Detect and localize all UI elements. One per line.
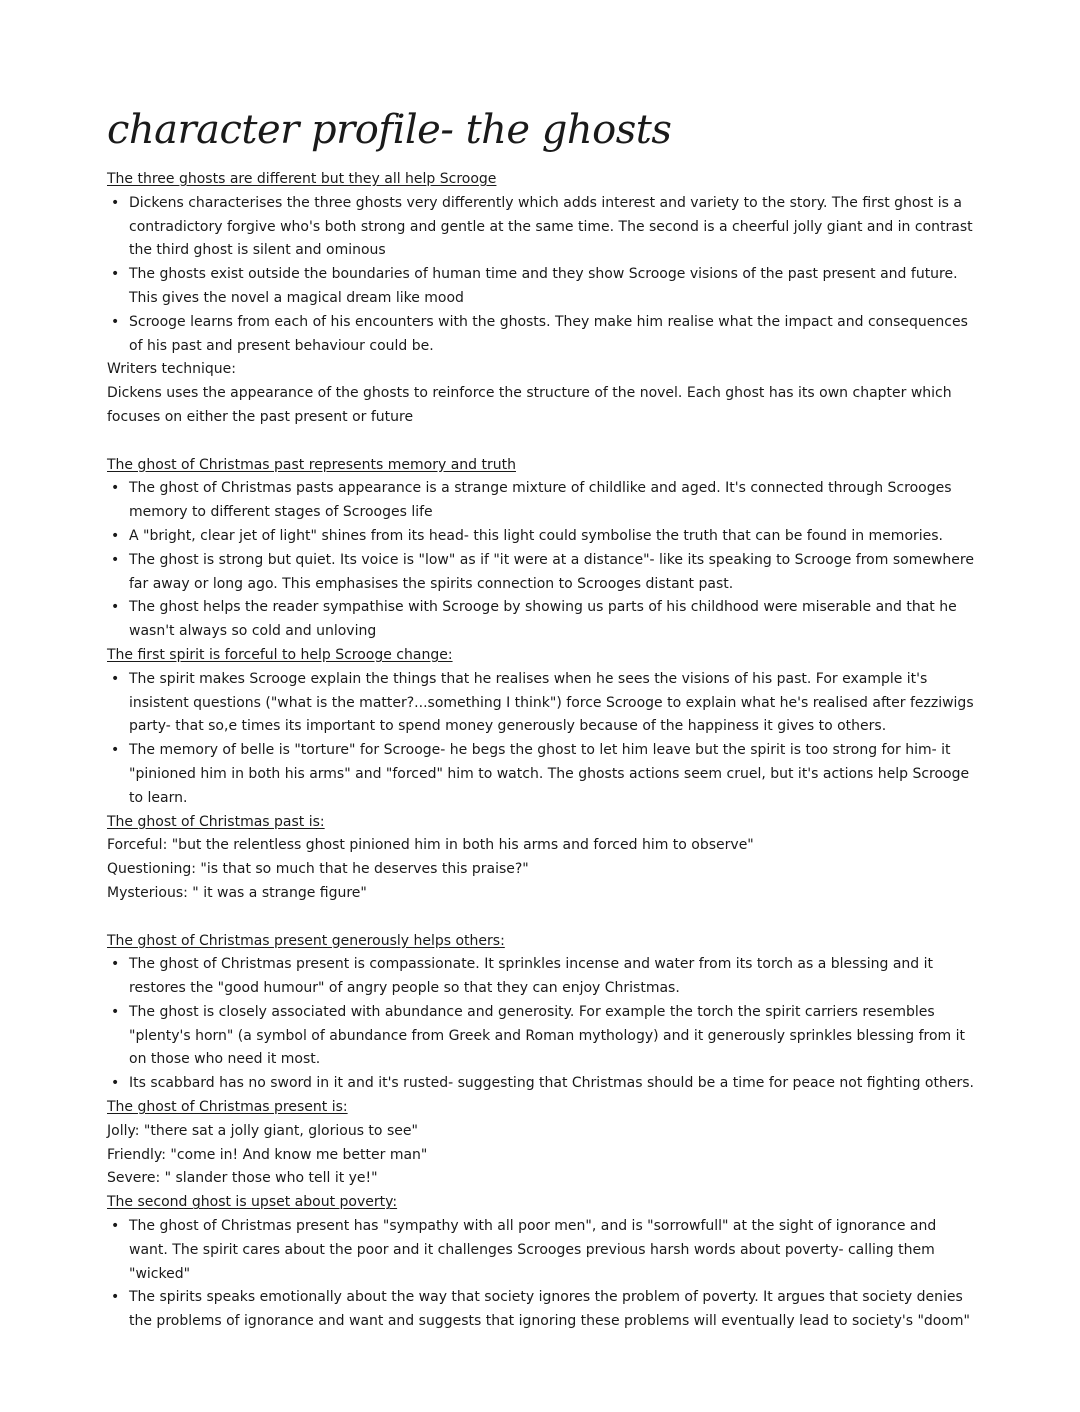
section-heading-poverty: The second ghost is upset about poverty: bbox=[107, 1194, 398, 1211]
bullet-list-three-ghosts bbox=[107, 192, 975, 359]
list-item: • Dickens characterises the three ghosts very differently which adds interest and variety to the story. The first ghost is a contradictory forgive who's both strong and gentle at the same time. The second is a cheerful jolly giant and in contrast the third ghost is silent and ominous bbox=[129, 192, 975, 263]
section-heading-christmas-present: The ghost of Christmas present generously helps others: bbox=[107, 932, 505, 949]
list-item: • The ghost is strong but quiet. Its voice is "low" as if "it were at a distance"- like its speaking to Scrooge from somewhere far away or long ago. This emphasises the spirits connection to Scrooges distant past. bbox=[129, 549, 975, 597]
section-heading-christmas-past: The ghost of Christmas past represents memory and truth bbox=[107, 456, 516, 473]
subheading-past-is: The ghost of Christmas past is: bbox=[107, 813, 325, 830]
quote-line: Questioning: "is that so much that he deserves this praise?" bbox=[107, 861, 529, 878]
bullet-list-first-spirit bbox=[107, 668, 975, 811]
list-item: • Scrooge learns from each of his encounters with the ghosts. They make him realise what the impact and consequences of his past and present behaviour could be. bbox=[129, 311, 975, 359]
list-item: • The ghost of Christmas pasts appearance is a strange mixture of childlike and aged. It's connected through Scrooges memory to different stages of Scrooges life bbox=[129, 477, 975, 525]
subheading-present-is: The ghost of Christmas present is: bbox=[107, 1099, 348, 1116]
list-item: • The ghost helps the reader sympathise with Scrooge by showing us parts of his childhood were miserable and that he wasn't always so cold and unloving bbox=[129, 596, 975, 644]
page-title: character profile- the ghosts bbox=[107, 107, 672, 153]
quote-line: Jolly: "there sat a jolly giant, glorious to see" bbox=[107, 1122, 418, 1139]
quote-line: Mysterious: " it was a strange figure" bbox=[107, 884, 367, 901]
list-item: • The ghosts exist outside the boundaries of human time and they show Scrooge visions of the past present and future. This gives the novel a magical dream like mood bbox=[129, 263, 975, 311]
list-item: • The memory of belle is "torture" for Scrooge- he begs the ghost to let him leave but the spirit is too strong for him- it "pinioned him in both his arms" and "forced" him to watch. The ghosts actions seem cruel, but it's actions help Scrooge to learn. bbox=[129, 739, 975, 810]
bullet-list-christmas-past bbox=[107, 477, 975, 644]
section-heading-first-spirit: The first spirit is forceful to help Scrooge change: bbox=[107, 646, 453, 663]
section-heading-three-ghosts: The three ghosts are different but they all help Scrooge bbox=[107, 171, 497, 187]
quote-line: Severe: " slander those who tell it ye!" bbox=[107, 1170, 378, 1187]
list-item: • The spirits speaks emotionally about the way that society ignores the problem of poverty. It argues that society denies the problems of ignorance and want and suggests that ignoring these problems will eventually lead to society's "doom" bbox=[129, 1286, 975, 1334]
technique-text: Dickens uses the appearance of the ghosts to reinforce the structure of the novel. Each ghost has its own chapter which focuses on either the past present or future bbox=[107, 385, 952, 425]
list-item: • The spirit makes Scrooge explain the things that he realises when he sees the visions of his past. For example it's insistent questions ("what is the matter?...something I think") force Scrooge to explain what he's realised after fezziwigs party- that so,e times its important to spend money generously because of the happiness it gives to others. bbox=[129, 668, 975, 739]
list-item: • The ghost of Christmas present is compassionate. It sprinkles incense and water from its torch as a blessing and it restores the "good humour" of angry people so that they can enjoy Christmas. bbox=[129, 953, 975, 1001]
technique-label: Writers technique: bbox=[107, 361, 236, 378]
document-page bbox=[107, 104, 975, 1334]
bullet-list-christmas-present bbox=[107, 953, 975, 1096]
list-item: • The ghost of Christmas present has "sympathy with all poor men", and is "sorrowfull" at the sight of ignorance and want. The spirit cares about the poor and it challenges Scrooges previous harsh words about poverty- calling them "wicked" bbox=[129, 1215, 975, 1286]
quote-line: Friendly: "come in! And know me better man" bbox=[107, 1146, 428, 1163]
list-item: • The ghost is closely associated with abundance and generosity. For example the torch the spirit carriers resembles "plenty's horn" (a symbol of abundance from Greek and Roman mythology) and it generously sprinkles blessing from it on those who need it most. bbox=[129, 1001, 975, 1072]
quote-line: Forceful: "but the relentless ghost pinioned him in both his arms and forced him to observe" bbox=[107, 837, 754, 854]
list-item: • A "bright, clear jet of light" shines from its head- this light could symbolise the truth that can be found in memories. bbox=[129, 525, 975, 549]
list-item: • Its scabbard has no sword in it and it's rusted- suggesting that Christmas should be a time for peace not fighting others. bbox=[129, 1072, 975, 1096]
bullet-list-poverty bbox=[107, 1215, 975, 1334]
